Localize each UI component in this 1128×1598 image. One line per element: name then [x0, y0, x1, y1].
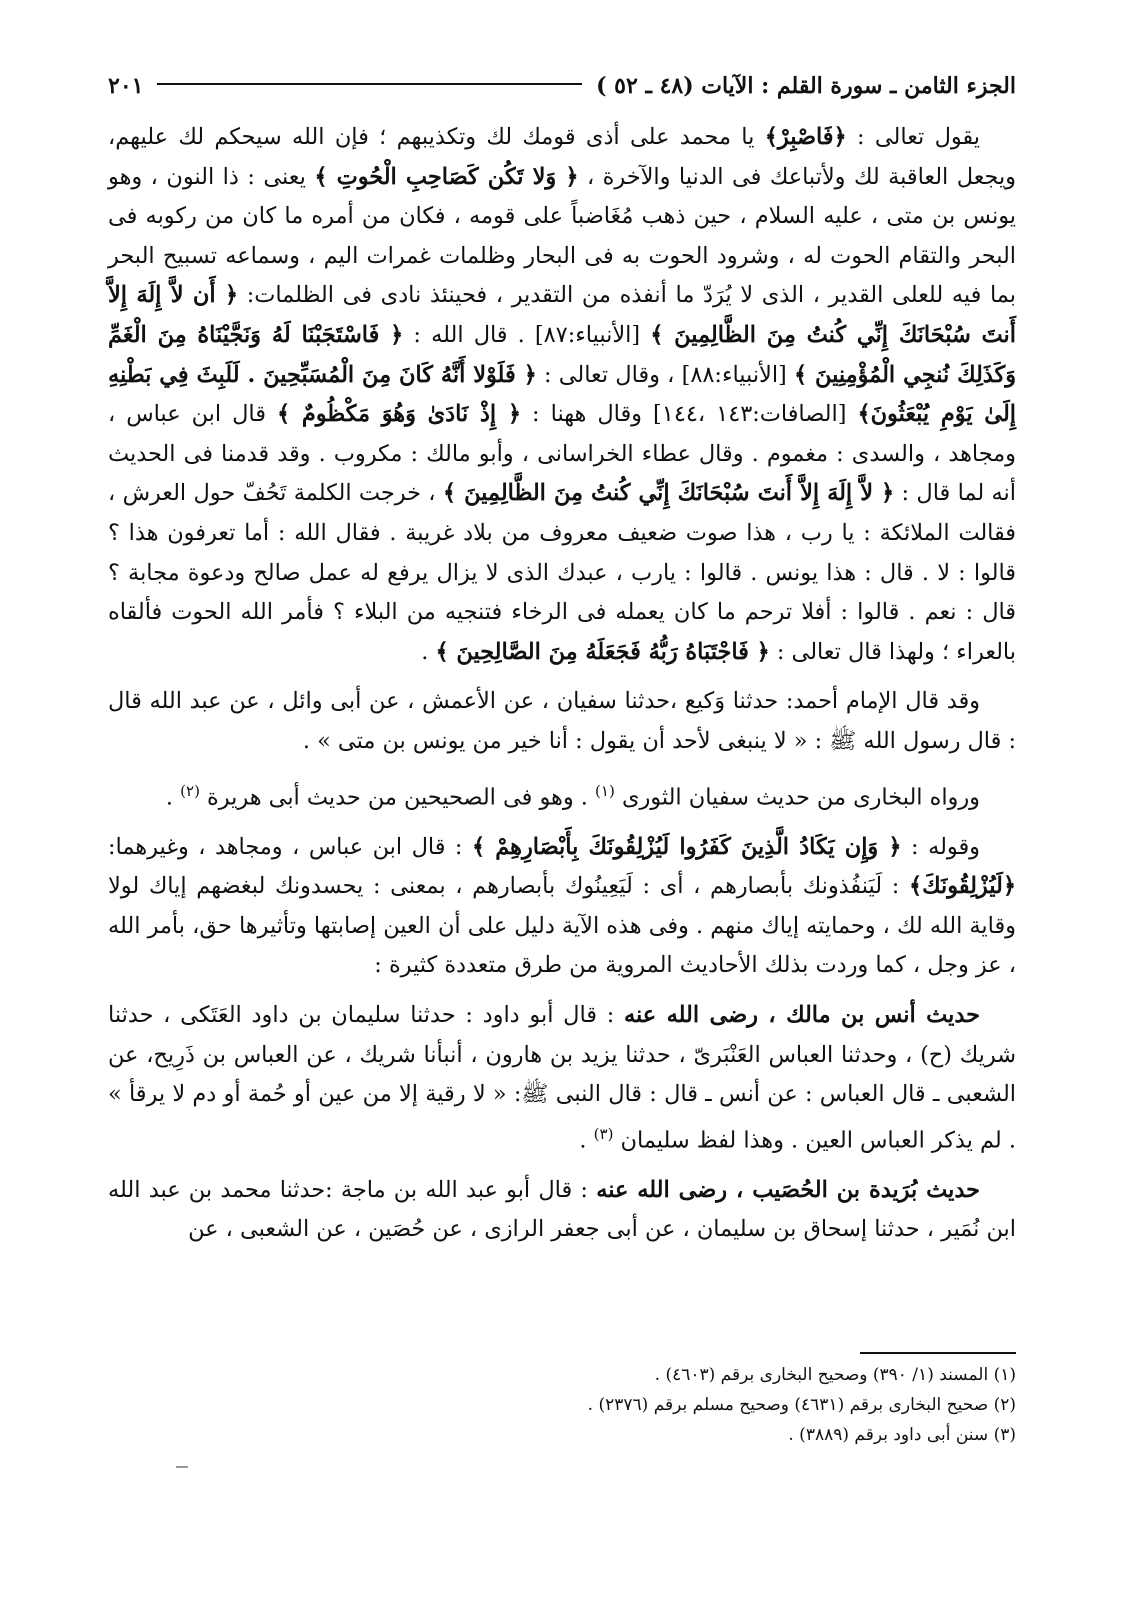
bold-text: ﴿ فَاسْتَجَبْنَا لَهُ وَنَجَّيْنَاهُ مِنَ الْغَمِّ وَكَذَلِكَ نُنجِي الْمُؤْمِنِينَ ﴾ — [108, 321, 1017, 388]
text-run: . — [579, 1127, 594, 1154]
text-run: : لَيَنفُذونك بأبصارهم ، أى : لَيَعِينُوك بأبصارهم ، بمعنى : يحسدونك لبغضهم إياك لولا وقاية الله لك ، وحمايته إياك منهم . وفى هذه الآية دليل على أن العين إصابتها وتأثيرها حق، بأمر الله ، عز وجل ، كما وردت بذلك الأحاديث المروية من طرق متعددة كثيرة : — [108, 873, 1016, 979]
header-rule — [157, 83, 582, 85]
text-run: : قال أبو عبد الله بن ماجة :حدثنا محمد بن عبد الله ابن نُمَير ، حدثنا إسحاق بن سليمان ، عن أبى جعفر الرازى ، عن حُصَين ، عن الشعبى ، عن — [108, 1176, 1016, 1243]
text-run: وقد قال الإمام أحمد: حدثنا وَكيع ،حدثنا سفيان ، عن الأعمش ، عن أبى وائل ، عن عبد الله قال : قال رسول الله ﷺ : « لا ينبغى لأحد أن يقول : أنا خير من يونس بن متى » . — [108, 688, 1016, 754]
bold-text: حديث أنس بن مالك ، رضى الله عنه — [624, 1001, 980, 1028]
bold-text: ﴿فَاصْبِرْ﴾ — [764, 124, 847, 150]
footnote: (١) المسند (١/ ٣٩٠) وصحيح البخارى برقم (٤٦٠٣) . — [654, 1365, 1016, 1385]
bold-text: ﴿ أَن لاَّ إِلَهَ إِلاَّ أَنتَ سُبْحَانَكَ إِنِّي كُنتُ مِنَ الظَّالِمِينَ ﴾ — [108, 282, 1016, 348]
text-run: . وهو فى الصحيحين من حديث أبى هريرة — [199, 783, 596, 810]
scan-speck — [176, 1466, 188, 1468]
footnote-separator — [860, 1352, 1016, 1354]
bold-text: ﴿ وَلا تَكُن كَصَاحِبِ الْحُوتِ ﴾ — [314, 163, 579, 190]
text-run: ، خرجت الكلمة تَحُفّ حول العرش ، فقالت الملائكة : يا رب ، هذا صوت ضعيف معروف من بلاد غريبة . فقال الله : أما تعرفون هذا ؟ قالوا : لا . قال : هذا يونس . قالوا : يارب ، عبدك الذى لا يزال يرفع له عمل صالح ودعوة مجابة ؟ قال : نعم . قالوا : أفلا ترحم ما كان يعمله فى الرخاء فتنجيه من البلاء ؟ فأمر الله الحوت فألقاه بالعراء ؛ ولهذا قال تعالى : — [108, 480, 1016, 665]
page-header — [108, 64, 1016, 108]
text-run: قال ابن عباس ، ومجاهد ، والسدى : مغموم . وقال عطاء الخراسانى ، وأبو مالك : مكروب . وقد قدمنا فى الحديث أنه لما قال : — [108, 401, 1017, 507]
footnote: (٣) سنن أبى داود برقم (٣٨٨٩) . — [788, 1425, 1016, 1445]
bold-text: ﴿ إِذْ نَادَىٰ وَهُوَ مَكْظُومٌ ﴾ — [277, 401, 521, 428]
text-run: : قال أبو داود : حدثنا سليمان بن داود العَتَكى ، حدثنا شريك (ح) ، وحدثنا العباس العَنْبَرىّ ، حدثنا يزيد بن هارون ، أنبأنا شريك ، عن العباس بن ذَرِيح، عن الشعبى ـ قال العباس : عن أنس ـ قال : قال النبى ﷺ: « لا رقية إلا من عين أو حُمة أو دم لا يرقأ » . لم يذكر العباس العين . وهذا لفظ سليمان — [108, 1001, 1016, 1154]
main-text — [108, 118, 1016, 1250]
text-run: [الأنبياء:٨٧] . قال الله : — [403, 321, 651, 348]
text-run: . — [165, 783, 181, 810]
bold-text: ﴿ لاَّ إِلَهَ إِلاَّ أَنتَ سُبْحَانَكَ إِنِّي كُنتُ مِنَ الظَّالِمِينَ ﴾ — [442, 480, 895, 507]
text-run: يعنى : ذا النون ، وهو يونس بن متى ، عليه السلام ، حين ذهب مُغَاضباً على قومه ، فكان من أمره ما كان من ركوبه فى البحر والتقام الحوت له ، وشرود الحوت به فى البحار وظلمات غمرات اليم ، وسماعه تسبيح البحر بما فيه للعلى القدير ، الذى لا يُرَدّ ما أنفذه من التقدير ، فحينئذ نادى فى الظلمات: — [108, 163, 1016, 309]
text-run: يقول تعالى : — [846, 124, 980, 150]
page-number: ٢٠١ — [108, 73, 144, 99]
running-title: الجزء الثامن ـ سورة القلم : الآيات (٤٨ ـ ٥٢ ) — [596, 73, 1016, 99]
footnote-ref: (١) — [595, 781, 615, 800]
paragraph — [108, 682, 1016, 761]
bold-text: حديث بُرَيدة بن الحُصَيب ، رضى الله عنه — [596, 1176, 980, 1203]
paragraph — [108, 118, 1016, 672]
bold-text: ﴿لَيُزْلِقُونَكَ﴾ — [909, 873, 1016, 900]
text-run: يا محمد على أذى قومك لك وتكذيبهم ؛ فإن الله سيحكم لك عليهم، ويجعل العاقبة لك ولأتباعك فى الدنيا والآخرة ، — [108, 124, 1016, 190]
bold-text: ﴿ فَلَوْلا أَنَّهُ كَانَ مِنَ الْمُسَبِّحِينَ . لَلَبِثَ فِي بَطْنِهِ إِلَىٰ يَوْمِ يُبْعَثُونَ﴾ — [108, 361, 1016, 428]
bold-text: ﴿ فَاجْتَبَاهُ رَبُّهُ فَجَعَلَهُ مِنَ الصَّالِحِينَ ﴾ — [435, 638, 770, 665]
text-run: [الصافات:١٤٣ ،١٤٤] وقال ههنا : — [520, 401, 858, 428]
footnote-ref: (٢) — [180, 781, 200, 800]
paragraph — [108, 772, 1016, 818]
paragraph — [108, 828, 1016, 986]
text-run: وقوله : — [901, 833, 980, 860]
footnote: (٢) صحيح البخارى برقم (٤٦٣١) وصحيح مسلم برقم (٢٣٧٦) . — [587, 1395, 1016, 1415]
footnotes — [108, 1360, 1016, 1450]
bold-text: ﴿ وَإِن يَكَادُ الَّذِينَ كَفَرُوا لَيُزْلِقُونَكَ بِأَبْصَارِهِمْ ﴾ — [471, 833, 902, 860]
text-run: : قال ابن عباس ، ومجاهد ، وغيرهما: — [108, 833, 472, 860]
footnote-ref: (٣) — [593, 1124, 614, 1143]
text-run: . — [421, 638, 436, 665]
paragraph — [108, 996, 1016, 1161]
paragraph — [108, 1171, 1016, 1250]
text-run: ورواه البخارى من حديث سفيان الثورى — [614, 783, 980, 810]
text-run: [الأنبياء:٨٨] ، وقال تعالى : — [536, 361, 795, 388]
